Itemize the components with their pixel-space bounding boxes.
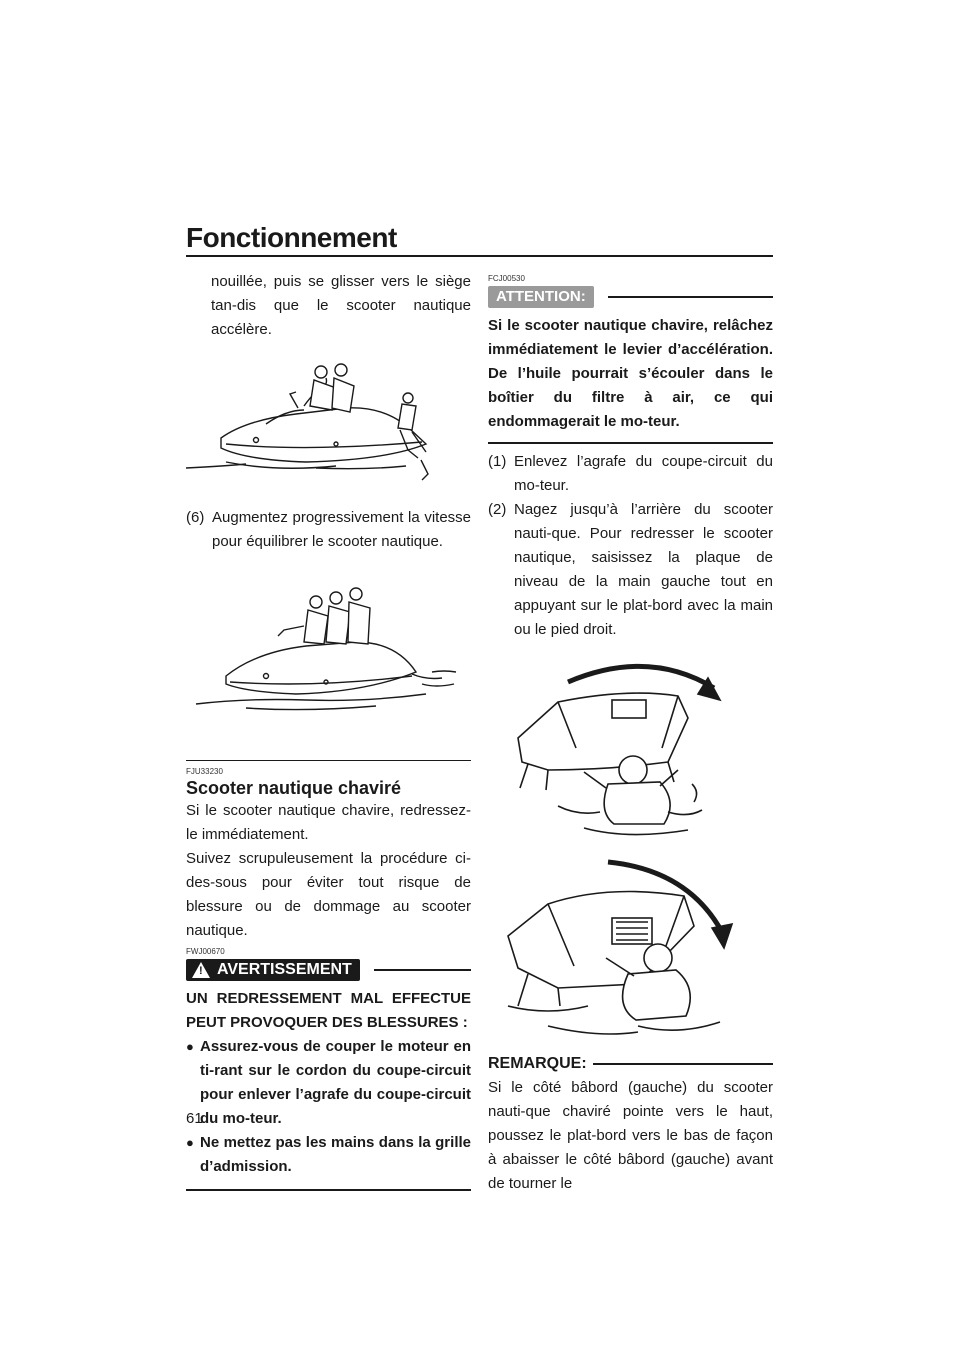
warning-code: FWJ00670 bbox=[186, 947, 225, 956]
exclamation-triangle-icon: ! bbox=[192, 962, 210, 978]
section-divider bbox=[186, 760, 471, 761]
step-2-text: Nagez jusqu’à l’arrière du scooter nauti-que. Pour redresser le scooter nautique, saisissez la plaque de niveau de la main gauche tout en appuyant sur le plat-bord avec la main ou le pied droit. bbox=[514, 501, 773, 638]
step-2 bbox=[488, 498, 773, 642]
note-label: REMARQUE: bbox=[488, 1055, 587, 1072]
intro-continuation: nouillée, puis se glisser vers le siège tan-dis que le scooter nautique accélère. bbox=[211, 273, 471, 338]
attention-text: Si le scooter nautique chavire, relâchez immédiatement le levier d’accélération. De l’huile pourrait s’écouler dans le boîtier du filtre à air, ce qui endommagerait le mo-teur. bbox=[488, 317, 773, 430]
attention-end-rule bbox=[488, 442, 773, 444]
warning-header bbox=[186, 959, 471, 981]
section-paragraph-2: Suivez scrupuleusement la procédure ci-des-sous pour éviter tout risque de blessure ou de dommage au scooter nautique. bbox=[186, 850, 471, 939]
page-number: 61 bbox=[186, 1110, 203, 1127]
step-6-text: Augmentez progressivement la vitesse pour équilibrer le scooter nautique. bbox=[212, 509, 471, 550]
illustration-righting-2 bbox=[488, 856, 773, 1046]
step-1-text: Enlevez l’agrafe du coupe-circuit du mo-teur. bbox=[514, 453, 773, 494]
warning-lead: UN REDRESSEMENT MAL EFFECTUE PEUT PROVOQUER DES BLESSURES : bbox=[186, 990, 471, 1031]
watercraft-boarding-illustration bbox=[186, 348, 471, 498]
warning-bullet bbox=[186, 1131, 471, 1179]
warning-end-rule bbox=[186, 1189, 471, 1191]
attention-rule bbox=[608, 296, 773, 298]
page-title: Fonctionnement bbox=[186, 222, 397, 253]
attention-code: FCJ00530 bbox=[488, 274, 525, 283]
righting-watercraft-illustration-1 bbox=[488, 652, 773, 842]
left-column bbox=[186, 270, 471, 1191]
step-6 bbox=[186, 506, 471, 554]
illustration-reboarding bbox=[186, 348, 471, 498]
title-rule bbox=[186, 255, 773, 257]
note-text: Si le côté bâbord (gauche) du scooter nauti-que chaviré pointe vers le haut, poussez le plat-bord vers le bas de façon à abaisser le côté bâbord (gauche) avant de tourner le bbox=[488, 1079, 773, 1192]
attention-badge: ATTENTION: bbox=[488, 286, 594, 308]
warning-label: AVERTISSEMENT bbox=[217, 961, 352, 978]
warning-rule bbox=[374, 969, 471, 971]
section-code: FJU33230 bbox=[186, 767, 223, 776]
illustration-accelerating bbox=[186, 576, 471, 736]
righting-watercraft-illustration-2 bbox=[488, 856, 773, 1046]
section-paragraph-1: Si le scooter nautique chavire, redressez-le immédiatement. bbox=[186, 802, 471, 843]
section-title: Scooter nautique chaviré bbox=[186, 778, 402, 798]
illustration-righting-1 bbox=[488, 652, 773, 842]
warning-bullet-text: Ne mettez pas les mains dans la grille d’admission. bbox=[200, 1134, 471, 1175]
step-6-number: (6) bbox=[186, 509, 205, 526]
warning-badge bbox=[186, 959, 360, 981]
bullet-icon: ● bbox=[186, 1135, 194, 1150]
attention-header bbox=[488, 286, 773, 308]
step-2-number: (2) bbox=[488, 501, 507, 518]
warning-bullet-text: Assurez-vous de couper le moteur en ti-rant sur le cordon du coupe-circuit pour enlever l’agrafe du coupe-circuit du mo-teur. bbox=[200, 1038, 471, 1127]
note-header bbox=[488, 1052, 773, 1076]
warning-bullet bbox=[186, 1035, 471, 1131]
right-column bbox=[488, 270, 773, 1196]
note-rule bbox=[593, 1063, 773, 1065]
bullet-icon: ● bbox=[186, 1039, 194, 1054]
step-1 bbox=[488, 450, 773, 498]
step-1-number: (1) bbox=[488, 453, 507, 470]
watercraft-three-riders-illustration bbox=[186, 576, 471, 736]
